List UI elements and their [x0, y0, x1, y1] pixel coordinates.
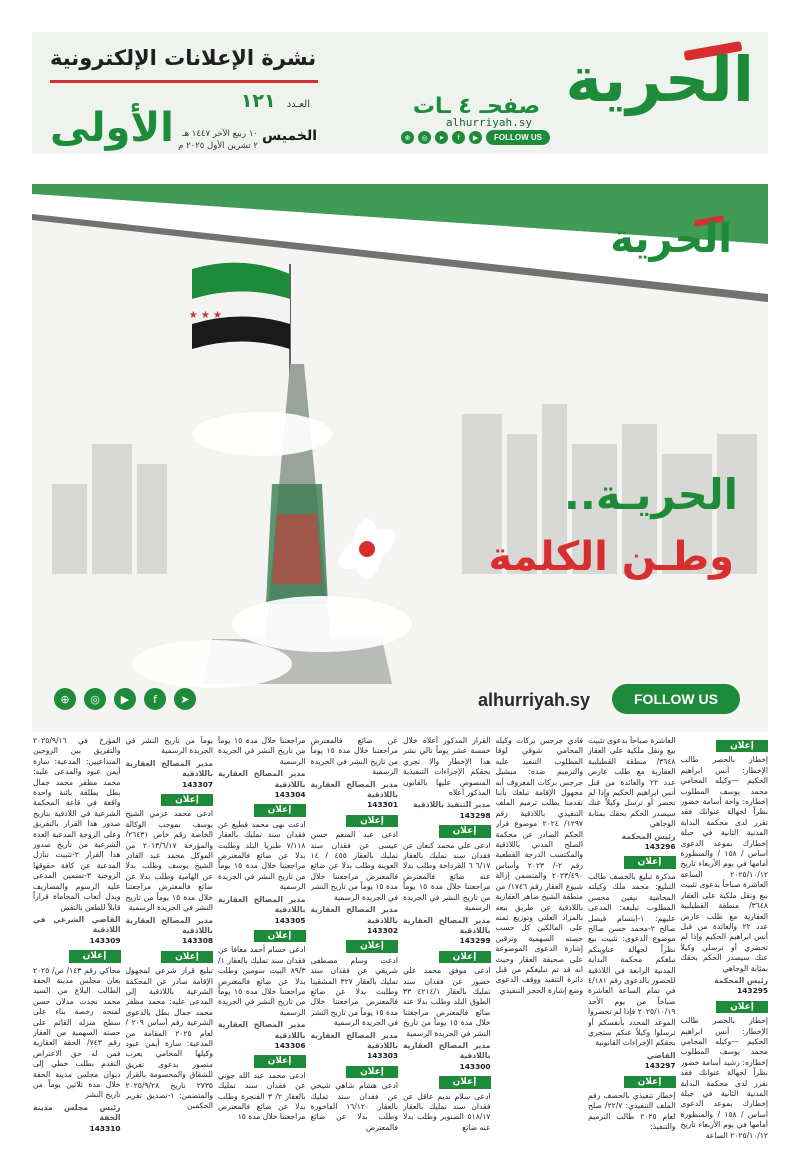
svg-text:★ ★ ★: ★ ★ ★	[188, 310, 222, 321]
ads-column	[311, 736, 399, 1168]
ad-signature: مدير المصالح العقارية باللاذقية	[310, 1030, 398, 1050]
ad-body-text: ادعى علي محمد كنعان عن فقدان سند تمليك بالعقار ٦/١٧ ٦ القرداحة وطلب بدلا عنه ضائع فالمعترض مراجعتنا خلال مدة ١٥ يوماً من تاريخ النشر في الجريدة الرسمية	[403, 840, 491, 913]
hero-follow-button[interactable]: FOLLOW US	[612, 684, 740, 714]
issue-label: العـدد	[286, 99, 310, 110]
hijri-date: ١٠ ربيع الآخر ١٤٤٧ هـ	[182, 129, 258, 139]
ad-signature: مدير المصالح العقارية باللاذقية	[125, 758, 213, 779]
ads-column	[681, 736, 769, 1168]
ads-column	[496, 736, 584, 1168]
ad-body-text: ادعى حسام أحمد معافا عن فقدان سند تمليك بالعقار ١/ ٨٩/٣ البيت سومين وطلب بدلا عن ضائع فالمعترض مراجعتنا خلال مدة ١٥ يوماً من تاريخ النشر في الجريدة الرسمية	[218, 945, 306, 1017]
ad-body-text: فادي جرجس بركات وكيله المحامي شوقي لوقا المطلوب التنفيذ عليه والترميم ضده: ميشيل جرجس بركات المعروف أنه مجهول الإقامة تبلغك بأننا تقدمنا بطلب ترميم الملف التنفيذي باللاذقية رقم ١٢٩٧/ ٢٠٢٤ موضوع قرار الحكم الصادر عن محكمة الصلح المدني باللاذقية والمكتسب الدرجة القطعية رقم ٢-/ ٢٠٢٣ وأساس ٢٠٢٣/٤٩٠ والمتضمن إزالة شيوع العقار رقم ١٧٤٦/ من منطقة الشيخ ضاهر العقارية باللاذقية عن طريق بيعه بالمزاد العلني وتوزيع ثمنه على المالكين كل حسب حصته السهمية وترقين إشارة الدعوى الموضوعة على صحيفة العقار وحيث انه قد تم تبليغكم من قبل دائرة التنفيذ ووقف الدعوى وضع إشارة الحجز التنفيذي	[495, 736, 583, 995]
hero-banner	[32, 184, 768, 732]
ad-code: 143298	[459, 810, 491, 820]
ad-body-text: ادعى موفق محمد علي خضور عن فقدان سند تمليك بالعقار ٤٢١٤/١ ٣٣ الطوق البلد وطلب بدلا عنه ضائع فالمعترض مراجعتنا خلال مدة ١٥ يوماً من تاريخ النشر في الجريدة الرسمية	[403, 966, 491, 1038]
ad-signature: رئيس المحكمة	[714, 975, 768, 985]
website-url[interactable]: alhurriyah.sy	[445, 116, 532, 129]
ad-body-text: المؤرخ في ٢٠٢٥/٩/١٦ والتفريق بين الزوجين المتداعيين: المدعية: سارة أيمن عبود والمدعى عليه: محمد مظفر محمد جمال بطل بطلقة بائنة واحدة واقعة في قاعة المحكمة الشرعية في اللاذقية بتاريخ صدور هذا القرار بالتفريق وعلى الزوجة المدعية العدة الشرعية من تاريخ صدور هذا القرار ٢-تثبيت تنازل المدعية عن كافة حقوقها الزوجية ٣-تضمين المدعى عليه الرسوم والمصاريف وبدل أتعاب المحاماة قراراً قابلاً للطعن بالنقض	[33, 736, 121, 912]
ad-code: 143300	[459, 1061, 491, 1071]
ad-code: 143310	[89, 1123, 121, 1133]
ad-body-text: ادعى هشام شاهي شيخي عن فقدان سند تمليك بالعقار ١٦/١٢٠ الفاخورة وطلب بدلا عن ضائع فالمعترض	[310, 1081, 398, 1132]
ad-body-text: تبليغ قرار شرعي لمجهول الإقامة صادر عن المحكمة الشرعية باللاذقية إلى المدعى عليه: محمد مظفر محمد جمال بطل بالدعوى الشرعية رقم أساس ٢٠٩ / لعام ٢٠٢٥ المقامة من المدعية: سارة أيمن عبود وكيلها المحامي يعرب منصور بدعوى تفريق للشقاق والمحسومة بالقرار ٢٧٣٥ تاريخ ٢٠٢٥/٩/٢٨ والمتضمن: ١-تصديق تقرير الحكمين	[125, 966, 213, 1111]
ad-header-badge: إعلان	[254, 804, 306, 816]
issue-number-block	[160, 90, 310, 112]
hero-website-url[interactable]: alhurriyah.sy	[478, 690, 591, 710]
ad-body-text: ادعى عبد المنعم حسن عيسى عن فقدان سند تمليك بالعقار ٤٥٥ / ١٤ العوينة وطلب بدلا عن ضائع فالمعترض مراجعتنا خلال مدة ١٥ يوماً من تاريخ النشر في الجريدة الرسمية	[310, 830, 398, 902]
ad-body-text: مراجعتنا خلال مدة ١٥ يوماً من تاريخ النشر في الجريدة الرسمية	[218, 736, 306, 766]
ad-signature: مدير المصالح العقارية باللاذقية	[310, 779, 398, 800]
ad-header-badge: إعلان	[346, 940, 398, 952]
ad-signature: مدير التنفيذ باللاذقية	[413, 800, 491, 810]
ad-signature: القاضي الشرعي في اللاذقية	[33, 914, 121, 935]
hero-social-links	[54, 688, 196, 710]
pages-count: صفحـ ٤ ـات	[412, 94, 540, 119]
youtube-icon[interactable]: ▶	[114, 688, 136, 710]
ad-code: 143297	[644, 1061, 676, 1071]
slogan-line-2: وطـن الكلمة	[488, 534, 734, 580]
ad-header-badge: إعلان	[346, 815, 398, 827]
instagram-icon[interactable]: ◎	[418, 131, 431, 144]
white-flowers	[332, 519, 401, 579]
ad-header-badge: إعلان	[716, 740, 768, 752]
ad-signature: مدير المصالح العقارية باللاذقية	[218, 894, 306, 915]
ad-body-text: ادعت نهى محمد قطيع عن فقدان سند تمليك بالعقار ٧/١١٨ طبريا البلد وطلبت بدلا عن ضائع فالمعترض مراجعتنا خلال مدة ١٥ يوماً من تاريخ النشر في الجريدة الرسمية	[218, 819, 306, 892]
ad-code: 143308	[182, 936, 213, 946]
ads-column	[403, 736, 491, 1168]
ad-header-badge: إعلان	[161, 951, 213, 963]
ad-body-text: محاكي رقم ١٤٣/ ص/ ٢٠٢٥ بعان مجلس مدينة الحفة الطالب البلاغ من السيد محمد نجدت مدلان حسن لمنحه رخصة بناء على سطح منزله القائم على حصته السهمية من العقار رقم ٧٤٣/ الحفة العقارية فمن له حق الاعتراض التقدم بطلب خطي إلى ديوان مجلس مدينة الحفة خلال مدة ثلاثين يوماً من تاريخ النشر	[33, 965, 121, 1100]
ad-signature: مدير المصالح العقارية باللاذقية	[310, 905, 398, 925]
ad-signature: مدير المصالح العقارية باللاذقية	[403, 915, 491, 935]
web-icon[interactable]: ⊕	[401, 131, 414, 144]
ads-column	[33, 736, 121, 1168]
ad-code: 143296	[644, 842, 676, 852]
issue-number: ١٢١	[240, 90, 276, 112]
ad-body-text: القرار المذكور أعلاه خلال خمسة عشر يوماً تالي نشر هذا الإخطار والا تجري بحقكم الإجراءات التنفيذية المنصوص عليها بالقانون المذكور أعلاه	[403, 736, 491, 798]
telegram-icon[interactable]: ➤	[174, 688, 196, 710]
facebook-icon[interactable]: f	[452, 131, 465, 144]
ad-signature: مدير المصالح العقارية باللاذقية	[218, 1020, 306, 1040]
ad-body-text: إخطار بالحصر طالب الإخطار: أنس ابراهيم الحكيم —وكيله المحامي محمد يوسف المطلوب إخطاره: واحة أسامة خضور نظراً لجهالة عنوانك فقد تقرر لدى محكمة البداية المدنية الثانية في جبلة إخطارك بموعد الدعوى أساس / ١٥٨ / والمنظورة أمامها في يوم الأربعاء تاريخ ٢٠٢٥/١٠/١٢ الساعة العاشرة صباحاً بدعوى تثبيت بيع ونقل ملكية على العقار ٣٦٤٨/ منطقة القطيلبية العقارية مع طلب عارض عدد ٢٢ والعائدة من قبل أنس ابراهيم الحكيم وإذا لم تحضري أو ترسلي وكيلاً عنك سيصدر الحكم بحقك بمثابة الوجاهي	[680, 755, 768, 973]
ad-header-badge: إعلان	[439, 1076, 491, 1088]
ad-code: 143307	[182, 779, 213, 789]
ad-body-text: يوماً من تاريخ النشر في الجريدة الرسمية	[125, 736, 213, 756]
ads-column	[588, 736, 676, 1168]
ad-signature: رئيس المحكمة	[621, 831, 676, 841]
ads-column	[218, 736, 306, 1168]
ad-signature: مدير المصالح العقارية باللاذقية	[218, 769, 306, 789]
brand-name: الحرية	[565, 43, 754, 116]
issue-dates	[160, 128, 258, 152]
telegram-icon[interactable]: ➤	[435, 131, 448, 144]
issue-day: الخميس	[262, 128, 318, 144]
ad-header-badge: إعلان	[439, 825, 491, 837]
ad-body-text: ادعى محمد عبد الله جوني عن فقدان سند تمليك بالعقار ٢/ ٣ الفنجرة وطلب بدلا عن ضائع فالمعترض مراجعتنا خلال مدة ١٥	[218, 1070, 306, 1122]
ad-code: 143295	[737, 986, 768, 996]
web-icon[interactable]: ⊕	[54, 688, 76, 710]
ad-body-text: ادعت وسام مصطفى شريقي عن فقدان سند تمليك بالعقار ٣٢٧ المشقيتا وطلبت بدلا عن ضائع فالمعترض مراجعتنا خلال مدة ١٥ يوماً من تاريخ النشر في الجريدة الرسمية	[310, 955, 398, 1028]
ad-body-text: عن ضائع فالمعترض مراجعتنا خلال مدة ١٥ يوماً من تاريخ النشر في الجريدة الرسمية	[310, 736, 398, 777]
ad-header-badge: إعلان	[69, 950, 121, 962]
ad-header-badge: إعلان	[254, 930, 306, 942]
ad-body-text: إخطار تنفيذي بالحصف رقم الملف التنفيذي: ٢٢/٧/ صلح لعام ٢٠٢٥ طالب الترميم والتنفيذ:	[588, 1091, 676, 1132]
ad-code: 143304	[274, 790, 306, 800]
ad-header-badge: إعلان	[346, 1066, 398, 1078]
ad-signature: رئيس مجلس مدينة الحفة	[33, 1102, 121, 1123]
ad-header-badge: إعلان	[624, 1076, 676, 1088]
ad-signature: مدير المصالح العقارية باللاذقية	[125, 915, 213, 935]
ad-header-badge: إعلان	[161, 794, 213, 806]
social-links	[401, 130, 550, 145]
ad-signature: مدير المصالح العقارية باللاذقية	[403, 1040, 491, 1061]
ad-body-text: إخطار بالحصر طالب الإخطار: أنس ابراهيم الحكيم —وكيله المحامي محمد يوسف المطلوب إخطاره: رشيد أسامة خضور نظراً لجهالة عنوانك فقد تقرر لدى محكمة البداية المدنية الثانية في جبلة إخطارك بموعد الدعوى أساس / ١٥٨ / والمنظورة أمامها في يوم الأربعاء تاريخ ٢٠٢٥/١٠/١٢ الساعة	[680, 1016, 768, 1140]
ad-body-text: ادعى سلام نديم عاقل عن فقدان سند تمليك بالعقار ٥١٨/١٧ الصنوبر وطلب بدلا عنه ضائع	[403, 1091, 491, 1132]
ad-code: 143299	[459, 936, 491, 946]
ad-code: 143305	[274, 915, 306, 925]
ads-column	[126, 736, 214, 1168]
issue-name: الأولى	[50, 105, 174, 151]
ad-body-text: مذكرة تبليغ بالحصف طالب التبليغ: محمد ملك وكيلته المحامية نيفين محسن المطلوب تبليغه: المدعى عليهم: ١-ابتسام فيصل صالح ٢-محمد حسن صالح موضوع الدعوى: تثبيت بيع نظراً لجهالة عناوينكم تبلغكم محكمة البداية المدنية الرابعة في اللاذقية للحضور بالدعوى رقم ٤/١٨١ في تمام الساعة العاشرة صباحاً من يوم الأحد ٢٠٢٥/١٠/١٩ فإذا لم تحضروا الموعد المحدد بأنفسكم أو ترسلوا وكيلاً عنكم ستجري بحقكم الإجراءات القانونية	[588, 871, 676, 1048]
ads-section	[32, 736, 768, 1168]
ad-body-text: العاشرة صباحاً بدعوى تثبيت بيع ونقل ملكية على العقار ٣٦٤٨/ منطقة القطيلبية العقارية مع طلب عارض عدد ٢٢ والعائدة من قبل أنس ابراهيم الحكيم وإذا لم تحضر أو ترسل وكيلاً عنك سيصدر الحكم بحقك بمثابة الوجاهي	[588, 736, 676, 829]
slogan-line-1: الحريـة..	[563, 470, 738, 519]
hero-artwork	[32, 184, 768, 732]
bulletin-title: نشرة الإعلانات الإلكترونية	[50, 46, 317, 70]
hero-logo: الحرية	[610, 216, 732, 262]
youtube-icon[interactable]: ▶	[469, 131, 482, 144]
ad-body-text: ادعى محمد عزمي الشيخ يوسف بموجب الوكالة الخاصة رقم خاص ٢٦٤٣١/ والمؤرخة ٢٠١٣/٦/١٧ من الموكل محمد عبد القادر الشيخ يوسف وطلب بدلا عن الهامية وطلب بدلا عن ضائع فالمعترض مراجعتنا خلال مدة ١٥ يوماً من تاريخ النشر في الجريدة الرسمية	[125, 809, 213, 913]
follow-us-button[interactable]: FOLLOW US	[486, 130, 550, 145]
ad-header-badge: إعلان	[439, 951, 491, 963]
ad-code: 143303	[367, 1051, 398, 1061]
facebook-icon[interactable]: f	[144, 688, 166, 710]
ad-header-badge: إعلان	[716, 1001, 768, 1013]
ad-header-badge: إعلان	[624, 856, 676, 868]
ad-code: 143309	[89, 935, 121, 945]
ad-code: 143301	[367, 800, 398, 810]
syrian-flag	[189, 263, 290, 424]
ad-code: 143306	[274, 1040, 306, 1050]
gregorian-date: ٢ تشرين الأول ٢٠٢٥ م	[178, 141, 258, 151]
ad-signature: القاضي	[646, 1050, 676, 1060]
masthead	[32, 32, 768, 154]
ad-code: 143302	[367, 925, 398, 935]
instagram-icon[interactable]: ◎	[84, 688, 106, 710]
ad-header-badge: إعلان	[254, 1055, 306, 1067]
brand-logo[interactable]	[564, 40, 754, 140]
title-divider	[50, 80, 318, 83]
